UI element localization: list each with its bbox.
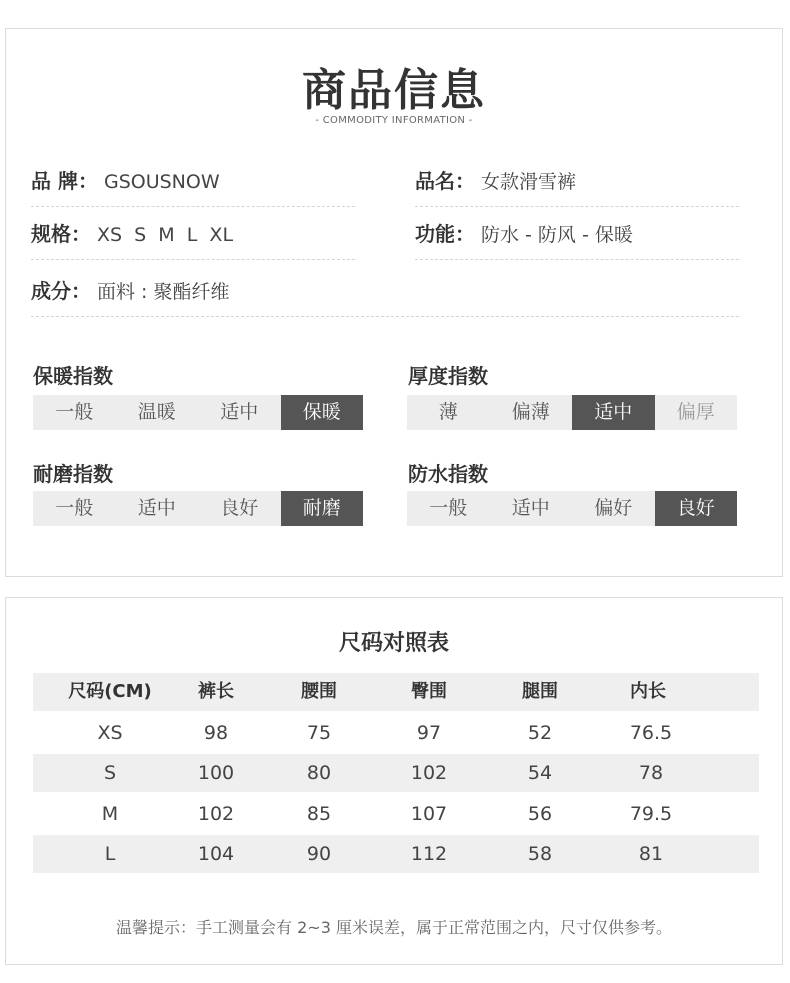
abrasion-index-title: 耐磨指数: [33, 462, 113, 486]
table-cell: 52: [527, 722, 553, 744]
table-cell: 75: [306, 722, 332, 744]
warmth-index-scale: [33, 395, 363, 430]
scale-option: 适中: [511, 497, 550, 519]
material-value: 面料 : 聚酯纤维: [97, 281, 230, 303]
table-cell: 100: [197, 762, 235, 784]
header-cell: 腿围: [522, 681, 558, 702]
scale-option: 偏薄: [511, 401, 550, 423]
table-cell: S: [103, 762, 117, 784]
table-cell: L: [104, 843, 116, 865]
material-label: 成分：: [31, 279, 91, 303]
header-cell: 腰围: [301, 681, 337, 702]
scale-option: 保暖: [281, 395, 364, 430]
table-cell: 81: [638, 843, 664, 865]
scale-option: 良好: [655, 491, 738, 526]
table-cell: 90: [306, 843, 332, 865]
table-cell: 102: [197, 803, 235, 825]
table-row: [33, 795, 759, 833]
page-subtitle: - COMMODITY INFORMATION -: [315, 115, 473, 126]
brand-label: 品 牌：: [31, 169, 98, 193]
size-chart-title: 尺码对照表: [338, 631, 449, 656]
info-brand: [31, 156, 355, 207]
scale-option: 一般: [55, 497, 94, 519]
waterproof-index-scale: [407, 491, 737, 526]
table-cell: 98: [203, 722, 229, 744]
waterproof-index-title: 防水指数: [408, 462, 488, 486]
warmth-index-title: 保暖指数: [33, 364, 113, 388]
info-name: [415, 156, 739, 207]
abrasion-index-scale: [33, 491, 363, 526]
scale-option: 温暖: [137, 401, 176, 423]
table-cell: 104: [197, 843, 235, 865]
scale-option: 良好: [220, 497, 259, 519]
header-cell: 内长: [630, 681, 666, 702]
table-row: [33, 835, 759, 873]
header-cell: 臀围: [411, 681, 447, 702]
table-row: [33, 754, 759, 792]
info-material: [31, 266, 739, 317]
table-cell: 78: [638, 762, 664, 784]
table-cell: 102: [410, 762, 448, 784]
table-cell: 56: [527, 803, 553, 825]
scale-option: 一般: [429, 497, 468, 519]
function-value: 防水 - 防风 - 保暖: [481, 224, 633, 246]
table-cell: XS: [97, 722, 123, 744]
thickness-index-scale: [407, 395, 737, 430]
table-cell: 58: [527, 843, 553, 865]
table-cell: 112: [410, 843, 448, 865]
table-cell: 85: [306, 803, 332, 825]
scale-option: 适中: [137, 497, 176, 519]
table-cell: 97: [416, 722, 442, 744]
table-cell: 80: [306, 762, 332, 784]
table-cell: 76.5: [629, 722, 673, 744]
header-cell: 尺码(CM): [68, 681, 152, 702]
scale-option: 适中: [572, 395, 655, 430]
scale-option: 耐磨: [281, 491, 364, 526]
product-info-card: [5, 28, 783, 577]
table-row: [33, 714, 759, 752]
info-spec: [31, 209, 355, 260]
function-label: 功能：: [415, 222, 475, 246]
name-label: 品名：: [415, 169, 475, 193]
thickness-index-title: 厚度指数: [408, 364, 488, 388]
spec-value: XS S M L XL: [97, 224, 234, 246]
header-cell: 裤长: [198, 681, 234, 702]
table-cell: 54: [527, 762, 553, 784]
scale-option: 偏厚: [676, 401, 715, 423]
scale-option: 一般: [55, 401, 94, 423]
size-chart-card: [5, 597, 783, 965]
scale-option: 适中: [220, 401, 259, 423]
table-cell: 107: [410, 803, 448, 825]
page-title: 商品信息: [302, 65, 486, 116]
info-function: [415, 209, 739, 260]
table-cell: 79.5: [629, 803, 673, 825]
brand-value: GSOUSNOW: [103, 171, 220, 193]
scale-option: 薄: [438, 401, 458, 423]
spec-label: 规格：: [31, 222, 91, 246]
name-value: 女款滑雪裤: [481, 171, 577, 193]
table-header-row: [33, 673, 759, 711]
table-cell: M: [101, 803, 119, 825]
measurement-tip: 温馨提示：手工测量会有 2~3 厘米误差，属于正常范围之内，尺寸仅供参考。: [116, 918, 672, 937]
scale-option: 偏好: [594, 497, 633, 519]
